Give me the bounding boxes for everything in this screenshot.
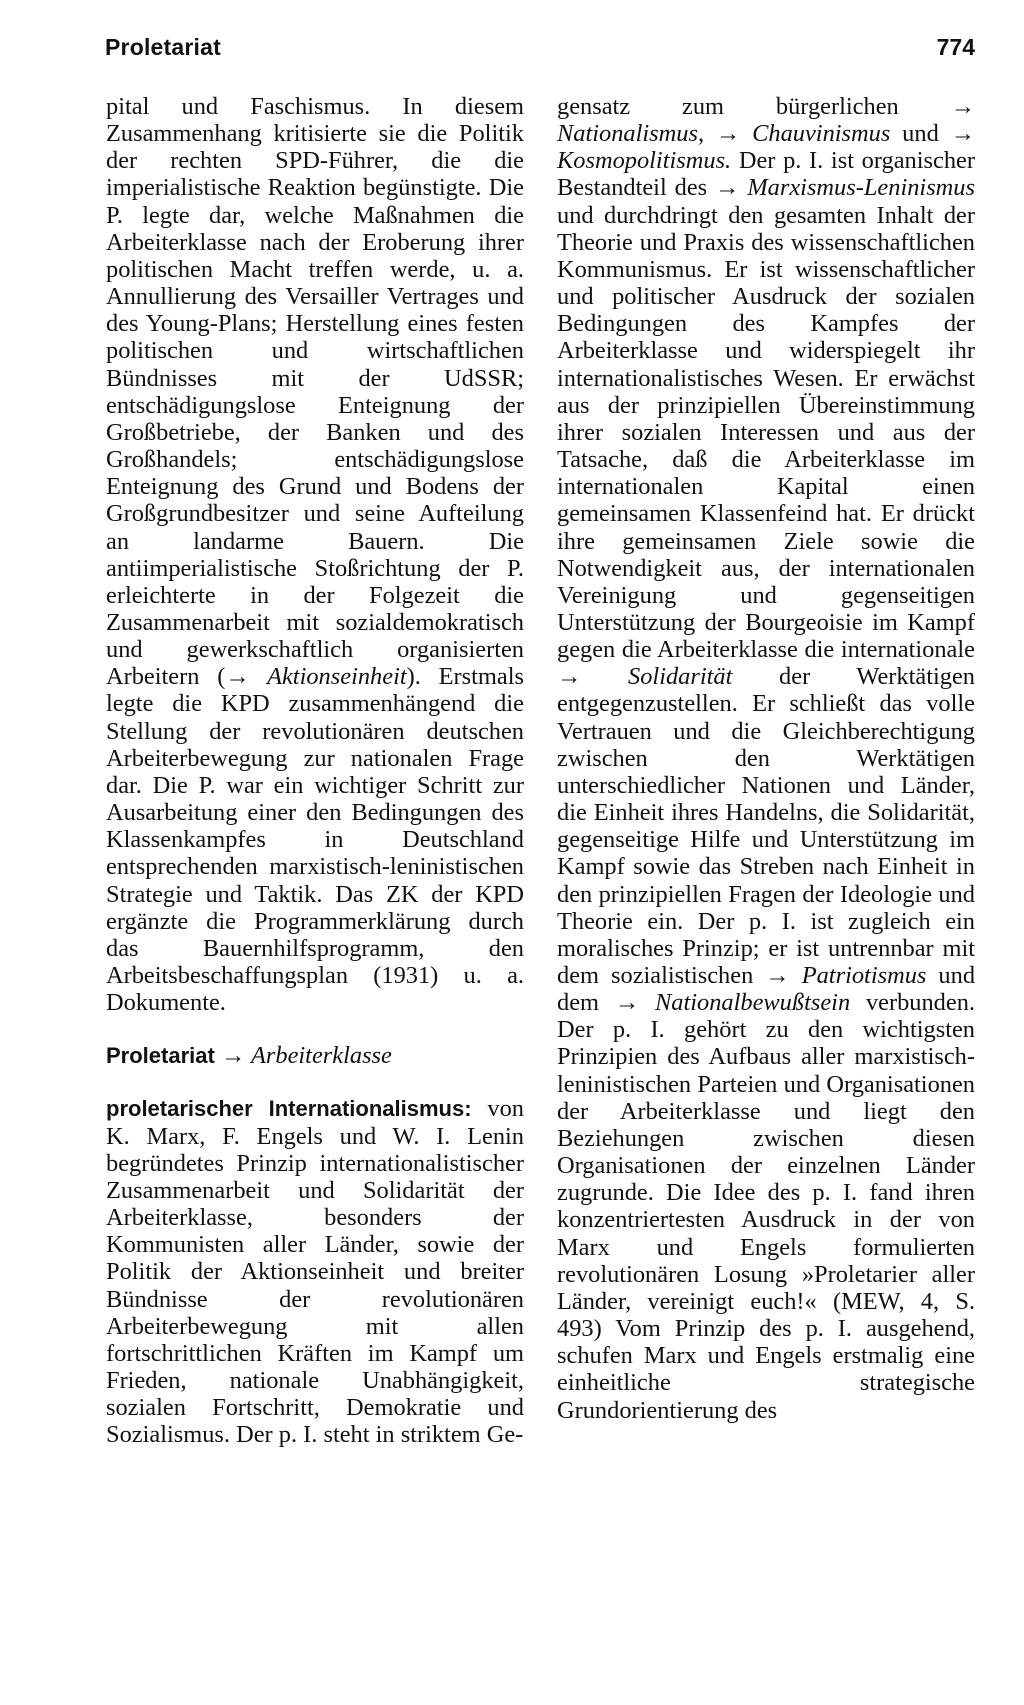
entry-text: von K. Marx, F. Engels und W. I. Lenin begründetes Prinzip internationalistischer Zusammenarbeit und Solidarität der Arbeiterklasse, besonders der Kommunisten aller Länder, sowie der Politik der Aktionseinheit und breiter Bündnisse der revolutionären Arbeiterbewegung mit allen fortschrittlichen Kräften im Kampf um Frieden, nationale Unabhängigkeit, sozialen Fortschritt, Demokratie und Sozialismus. Der p. I. steht in striktem Ge- xyxy=(106,1095,524,1449)
entry-term: Proletariat xyxy=(106,1043,215,1069)
entry-proletarischer-internationalismus xyxy=(106,1095,524,1448)
text-run: und dem xyxy=(557,962,976,1017)
cross-reference-link[interactable]: → Kosmopolitismus. xyxy=(557,120,975,175)
right-column xyxy=(557,93,975,1424)
cross-reference-link[interactable]: → Arbeiterklasse xyxy=(220,1042,392,1070)
continuation-text: pital und Faschismus. In diesem Zusammenhang kritisierte sie die Politik der rechten SPD-Führer, die die imperialistische Reaktion begünstigte. Die P. legte dar, welche Maßnahmen die Arbeiterklasse nach der Eroberung ihrer politischen Macht treffen werde, u. a. Annullierung des Versailler Vertrages und des Young-Plans; Herstellung eines festen politischen und wirtschaftlichen Bündnisses mit der UdSSR; entschädigungslose Enteignung der Großbetriebe, der Banken und des Großhandels; entschädigungslose Enteignung des Grund und Bodens der Großgrundbesitzer und seine Aufteilung an landarme Bauern. Die antiimperialistische Stoßrichtung der P. erleichterte in der Folgezeit die Zusammenarbeit mit sozialdemokratisch und gewerkschaftlich organisierten Arbeitern ( xyxy=(106,93,524,691)
text-run: verbunden. Der p. I. gehört zu den wichtigsten Prinzipien des Aufbaus aller marxistisch-leninistischen Parteien und Organisationen der Arbeiterklasse und liegt den Beziehungen zwischen diesen Organisationen der einzelnen Länder zugrunde. Die Idee des p. I. fand ihren konzentriertesten Ausdruck in der von Marx und Engels formulierten revolutionären Losung »Proletarier aller Länder, vereinigt euch!« (MEW, 4, S. 493) Vom Prinzip des p. I. ausgehend, schufen Marx und Engels erstmalig eine einheitliche strategische Grundorientierung des xyxy=(557,989,975,1424)
text-run: Der p. I. ist organischer Bestandteil des xyxy=(557,147,975,202)
running-head-term: Proletariat xyxy=(105,34,221,60)
cross-reference-link[interactable]: → Solidarität xyxy=(557,663,733,691)
text-run: der Werktätigen entgegenzustellen. Er schließt das volle Vertrauen und die Gleichberechtigung zwischen den Werktätigen unterschiedlicher Nationen und Länder, die Einheit ihres Handelns, die Solidarität, gegenseitige Hilfe und Unterstützung im Kampf sowie das Streben nach Einheit in den prinzipiellen Fragen der Ideologie und Theorie ein. Der p. I. ist zugleich ein moralisches Prinzip; er ist untrennbar mit dem sozialistischen xyxy=(557,663,976,989)
text-run: und durchdringt den gesamten Inhalt der Theorie und Praxis des wissenschaftlichen Kommunismus. Er ist wissenschaftlicher und politischer Ausdruck der sozialen Bedingungen des Kampfes der Arbeiterklasse und widerspiegelt ihr internationalistisches Wesen. Er erwächst aus der prinzipiellen Übereinstimmung ihrer sozialen Interessen und aus der Tatsache, daß die Arbeiterklasse im internationalen Kapital einen gemeinsamen Klassenfeind hat. Er drückt ihre gemeinsamen Ziele sowie die Notwendigkeit aus, der internationalen Vereinigung und gegenseitigen Unterstützung der Bourgeoisie im Kampf gegen die Arbeiterklasse die internationale xyxy=(557,201,975,664)
cross-reference-link[interactable]: → Nationalismus xyxy=(557,93,975,148)
cross-reference-link[interactable]: → Marxismus-Leninismus xyxy=(715,174,975,202)
entry-text-continued xyxy=(557,93,975,1424)
text-run: gensatz zum bürgerlichen xyxy=(557,93,951,120)
cross-reference-link[interactable]: → Chauvinismus xyxy=(715,120,891,148)
cross-reference-link[interactable]: → Nationalbewußtsein xyxy=(614,989,851,1017)
entry-proletariat xyxy=(106,1042,524,1069)
text-run: und xyxy=(890,120,951,148)
running-head xyxy=(105,34,975,74)
cross-reference-link[interactable]: → Aktionseinheit xyxy=(225,663,407,691)
left-column xyxy=(106,93,524,1449)
page-number: 774 xyxy=(936,34,975,60)
text-run: , xyxy=(697,120,716,148)
entry-continuation xyxy=(106,93,524,1016)
entry-term: proletarischer Internationalismus: xyxy=(106,1096,472,1122)
cross-reference-link[interactable]: → Patriotismus xyxy=(765,962,927,989)
continuation-text-tail: ). Erstmals legte die KPD zusammenhängend die Stellung der revolutionären deutschen Arbeiterbewegung zur nationalen Frage dar. Die P. war ein wichtiger Schritt zur Ausarbeitung einer den Bedingungen des Klassenkampfes in Deutschland entsprechenden marxistisch-leninistischen Strategie und Taktik. Das ZK der KPD ergänzte die Programmerklärung durch das Bauernhilfsprogramm, den Arbeitsbeschaffungsplan (1931) u. a. Dokumente. xyxy=(106,663,524,1017)
